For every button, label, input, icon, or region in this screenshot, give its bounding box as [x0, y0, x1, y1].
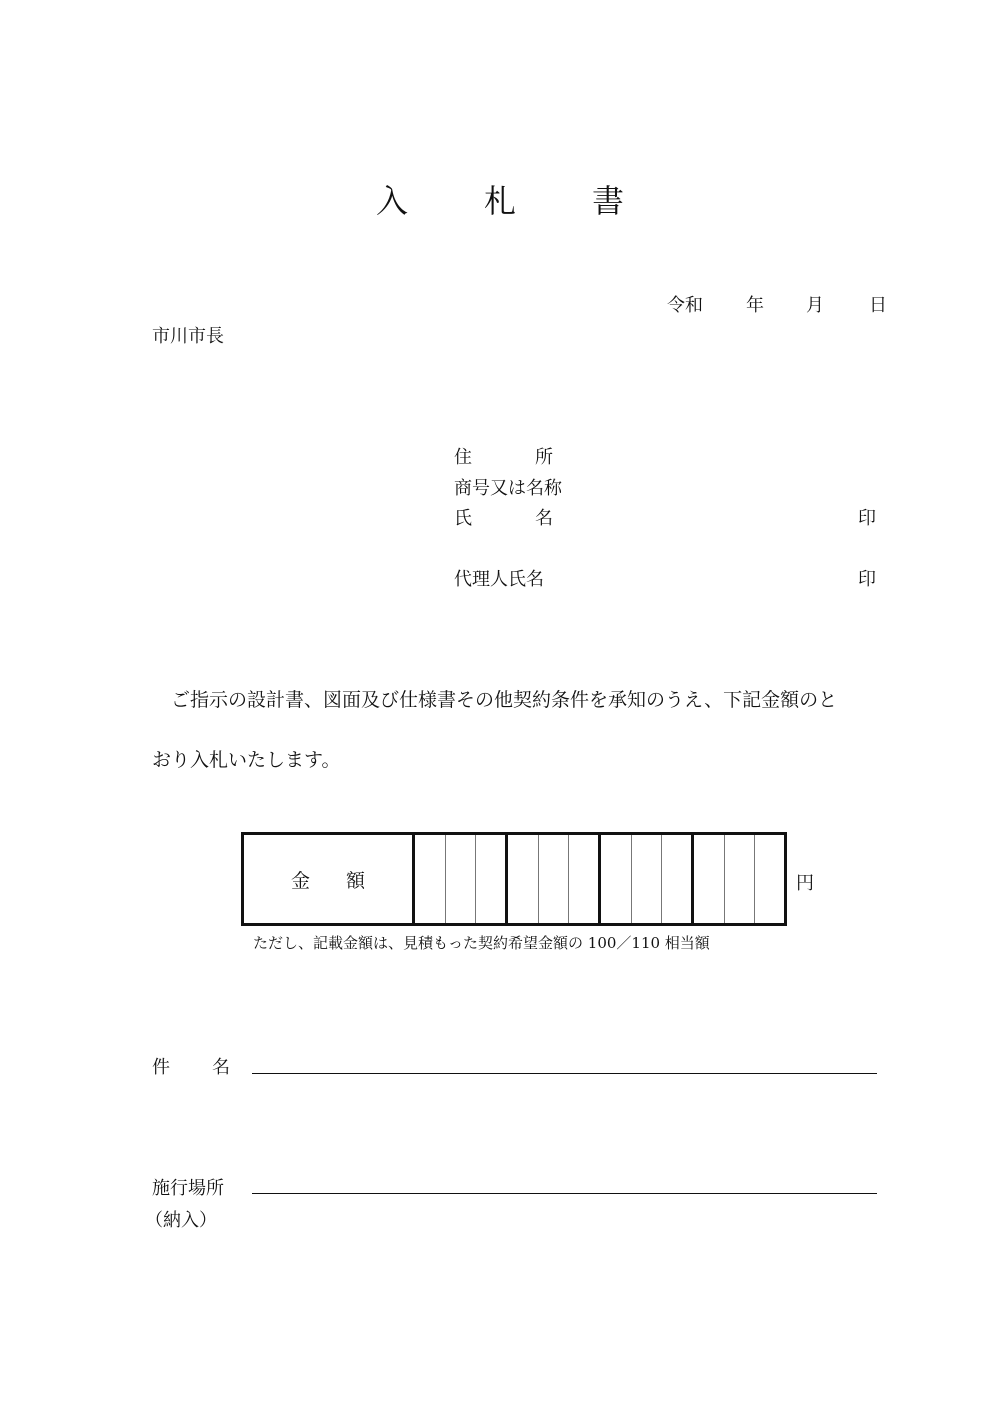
- address-label-a: 住: [454, 447, 472, 468]
- digit-box[interactable]: [661, 835, 691, 923]
- document-title: [0, 176, 1000, 222]
- name-label-a: 氏: [454, 508, 472, 529]
- date-day: 日: [869, 295, 887, 316]
- digit-box[interactable]: [601, 835, 631, 923]
- amount-label-b: 額: [346, 869, 366, 892]
- statement-line-1: ご指示の設計書、図面及び仕様書その他契約条件を承知のうえ、下記金額のと: [152, 689, 838, 711]
- title-char: 書: [592, 182, 625, 220]
- date-month: 月: [806, 295, 824, 316]
- address-label-b: 所: [535, 447, 553, 468]
- amount-label-cell: [244, 835, 415, 923]
- location-label: 施行場所: [152, 1178, 224, 1199]
- amount-note: ただし、記載金額は、見積もった契約希望金額の 100／110 相当額: [253, 934, 710, 952]
- digit-group: [598, 835, 691, 923]
- project-name-line[interactable]: [252, 1073, 877, 1074]
- name-label-b: 名: [535, 508, 553, 529]
- seal-mark: 印: [858, 508, 876, 529]
- date-era: 令和: [667, 295, 703, 316]
- agent-label: 代理人氏名: [454, 569, 544, 590]
- digit-group: [505, 835, 598, 923]
- recipient: 市川市長: [152, 326, 224, 347]
- digit-box[interactable]: [694, 835, 724, 923]
- digit-group: [415, 835, 505, 923]
- company-label: 商号又は名称: [454, 478, 562, 499]
- amount-label-a: 金: [290, 869, 310, 892]
- digit-box[interactable]: [415, 835, 445, 923]
- title-char: 入: [375, 182, 408, 220]
- project-label-b: 名: [212, 1057, 230, 1078]
- date-year: 年: [746, 295, 764, 316]
- project-label-a: 件: [152, 1057, 170, 1078]
- agent-seal-mark: 印: [858, 569, 876, 590]
- location-line[interactable]: [252, 1193, 877, 1194]
- currency-label: 円: [796, 873, 814, 894]
- digit-box[interactable]: [475, 835, 505, 923]
- digit-group: [691, 835, 784, 923]
- digit-box[interactable]: [754, 835, 784, 923]
- amount-table: [241, 832, 787, 926]
- digit-box[interactable]: [538, 835, 568, 923]
- digit-box[interactable]: [631, 835, 661, 923]
- location-sublabel: （納入）: [145, 1210, 217, 1231]
- digit-box[interactable]: [568, 835, 598, 923]
- digit-box[interactable]: [445, 835, 475, 923]
- digit-box[interactable]: [724, 835, 754, 923]
- title-char: 札: [483, 182, 516, 220]
- digit-box[interactable]: [508, 835, 538, 923]
- statement-line-2: おり入札いたします。: [152, 749, 341, 771]
